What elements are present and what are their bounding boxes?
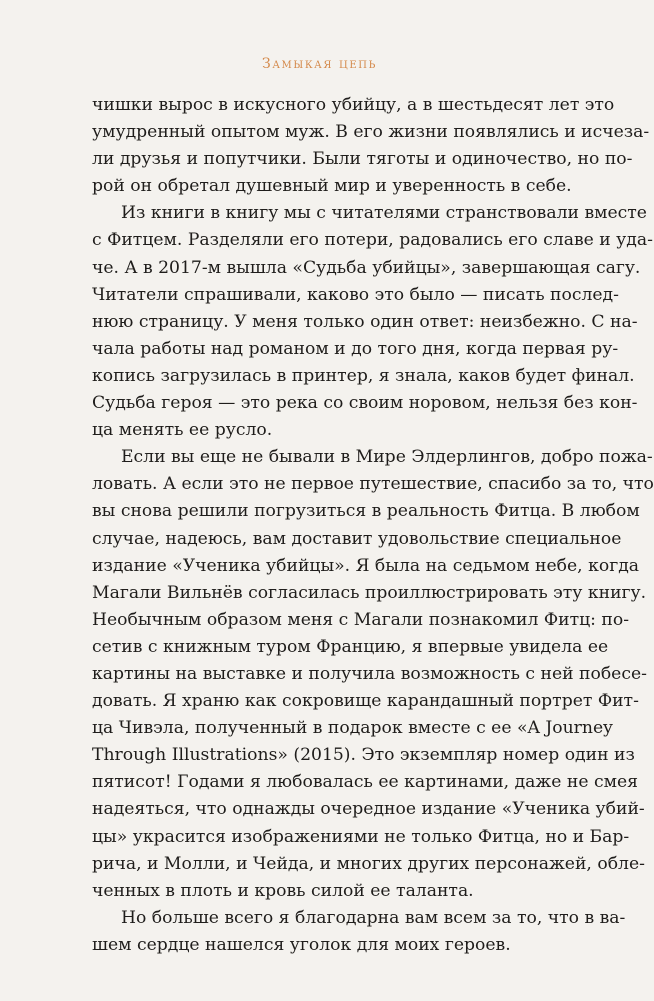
paragraph: [92, 200, 653, 444]
text-line: ченных в плоть и кровь силой ее таланта.: [92, 880, 474, 901]
text-line: Магали Вильнёв согласилась проиллюстрировать эту книгу.: [92, 582, 647, 603]
text-line: ловать. А если это не первое путешествие, спасибо за то, что: [92, 474, 654, 495]
text-line: случае, надеюсь, вам доставит удовольствие специальное: [92, 528, 622, 549]
text-line: Но больше всего я благодарна вам всем за то, что в ва-: [121, 907, 626, 928]
text-line: сетив с книжным туром Францию, я впервые увидела ее: [92, 636, 609, 657]
text-line: умудренный опытом муж. В его жизни появлялись и исчеза-: [92, 122, 650, 143]
text-line: рича, и Молли, и Чейда, и многих других персонажей, обле-: [92, 853, 645, 874]
text-line: чишки вырос в искусного убийцу, а в шестьдесят лет это: [92, 95, 615, 115]
text-line: ца менять ее русло.: [92, 420, 273, 441]
text-line: Если вы еще не бывали в Мире Элдерлингов, добро пожа-: [121, 447, 653, 468]
body-text: [92, 92, 654, 959]
paragraph: [92, 444, 654, 905]
text-line: Необычным образом меня с Магали познакомил Фитц: по-: [92, 609, 630, 630]
text-line: рой он обретал душевный мир и уверенность в себе.: [92, 176, 572, 197]
text-line: Из книги в книгу мы с читателями странствовали вместе: [121, 203, 647, 224]
text-line: издание «Ученика убийцы». Я была на седьмом небе, когда: [92, 555, 640, 576]
text-line: ли друзья и попутчики. Были тяготы и одиночество, но по-: [92, 149, 633, 170]
paragraph: [92, 905, 626, 959]
text-line: пятисот! Годами я любовалась ее картинами, даже не смея: [92, 772, 638, 793]
text-line: Читатели спрашивали, каково это было — писать послед-: [92, 284, 619, 305]
text-line: Through Illustrations» (2015). Это экземпляр номер один из: [92, 745, 635, 766]
text-line: копись загрузилась в принтер, я знала, каков будет финал.: [92, 365, 635, 386]
text-line: вы снова решили погрузиться в реальность Фитца. В любом: [92, 501, 640, 522]
text-line: шем сердце нашелся уголок для моих героев.: [92, 934, 511, 955]
text-line: ца Чивэла, полученный в подарок вместе с ее «A Journey: [92, 718, 613, 739]
text-line: чала работы над романом и до того дня, когда первая ру-: [92, 338, 619, 359]
paragraph: [92, 92, 650, 200]
text-line: надеяться, что однажды очередное издание «Ученика убий-: [92, 799, 645, 820]
text-line: че. А в 2017-м вышла «Судьба убийцы», завершающая сагу.: [92, 257, 641, 278]
text-line: нюю страницу. У меня только один ответ: неизбежно. С на-: [92, 311, 638, 332]
text-line: с Фитцем. Разделяли его потери, радовались его славе и уда-: [92, 230, 653, 251]
text-line: Судьба героя — это река со своим норовом, нельзя без кон-: [92, 393, 638, 414]
text-line: довать. Я храню как сокровище карандашный портрет Фит-: [92, 691, 639, 712]
running-head: Замыкая цепь: [262, 56, 377, 72]
text-line: цы» украсится изображениями не только Фитца, но и Бар-: [92, 826, 630, 847]
text-line: картины на выставке и получила возможность с ней побесе-: [92, 663, 647, 684]
